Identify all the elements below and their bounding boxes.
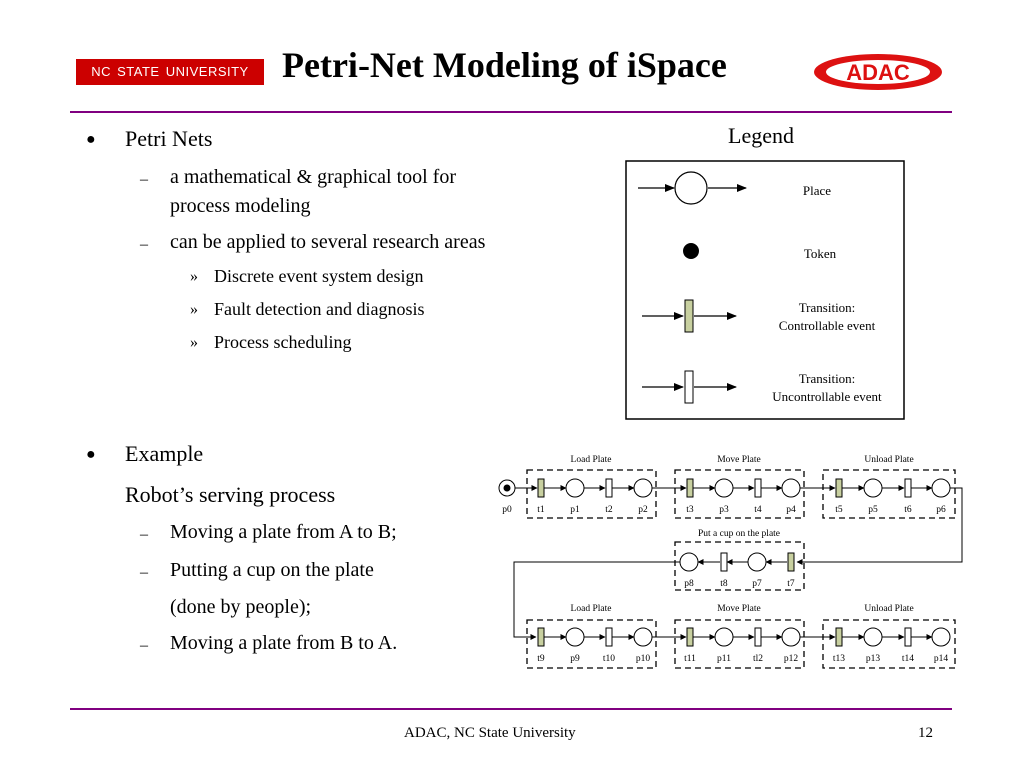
area-item: Fault detection and diagnosis [214,299,425,319]
legend-place-label: Place [802,183,832,198]
node-label: t14 [901,654,915,664]
node-label: t1 [537,505,545,515]
sub-bullet-definition-line1: a mathematical & graphical tool for [170,166,456,188]
node-label: p8 [684,579,694,589]
token-p0 [504,485,511,492]
node-label: t9 [537,654,545,664]
transition-t1 [538,479,544,497]
node-label: p5 [868,505,878,515]
transition-t3 [687,479,693,497]
node-label: t10 [602,654,616,664]
guillemet-marker: » [190,301,198,318]
group-label-unload-plate-2: Unload Plate [864,604,914,614]
place-p8 [680,553,698,571]
area-item: Process scheduling [214,332,352,352]
dash-marker: – [140,564,148,581]
legend-token-label: Token [803,246,837,261]
legend-title: Legend [728,123,794,148]
node-label: t7 [787,579,795,589]
group-label-move-plate-2: Move Plate [717,604,761,614]
slide-title: Petri-Net Modeling of iSpace [282,45,727,85]
node-label: t4 [754,505,762,515]
transition-t7 [788,553,794,571]
legend-uncontrollable-line1: Transition: [798,371,856,386]
node-label: t11 [684,654,696,664]
place-p1 [566,479,584,497]
group-label-load-plate-2: Load Plate [570,604,612,614]
transition-t10 [606,628,612,646]
group-label-unload-plate-1: Unload Plate [864,455,914,465]
node-label: p2 [638,505,648,515]
node-label: t13 [832,654,846,664]
place-p6 [932,479,950,497]
page-number: 12 [918,725,933,741]
place-p10 [634,628,652,646]
group-label-move-plate-1: Move Plate [717,455,761,465]
node-label: t8 [720,579,728,589]
node-label: p9 [570,654,580,664]
node-label: t3 [686,505,694,515]
area-item: Discrete event system design [214,266,424,286]
node-label: t2 [605,505,613,515]
node-label: tl2 [752,654,764,664]
node-label: p10 [635,654,651,664]
node-label: t5 [835,505,843,515]
legend-uncontrollable-line2: Uncontrollable event [772,389,882,404]
node-label: p6 [936,505,946,515]
bullet-dot: ● [86,446,96,463]
footer-divider [70,708,952,710]
adac-logo-text: ADAC [846,60,910,85]
step-move-a-to-b: Moving a plate from A to B; [170,521,397,543]
group-label-put-cup: Put a cup on the plate [697,529,781,539]
dash-marker: – [140,637,148,654]
step-put-cup-line1: Putting a cup on the plate [170,559,374,581]
place-p7 [748,553,766,571]
node-label: p4 [786,505,796,515]
place-p11 [715,628,733,646]
place-p9 [566,628,584,646]
nc-state-logo: NC STATE UNIVERSITY [76,59,264,85]
footer-text: ADAC, NC State University [404,725,576,741]
node-label: p11 [717,654,731,664]
dash-marker: – [140,171,148,188]
place-p4 [782,479,800,497]
sub-bullet-applications: can be applied to several research areas [170,231,486,253]
group-label-load-plate-1: Load Plate [570,455,612,465]
guillemet-marker: » [190,334,198,351]
sub-bullet-definition-line2: process modeling [170,195,311,217]
guillemet-marker: » [190,268,198,285]
transition-t8 [721,553,727,571]
node-label: p12 [783,654,799,664]
place-p3 [715,479,733,497]
place-p12 [782,628,800,646]
node-label: p7 [752,579,762,589]
node-label: p14 [933,654,949,664]
place-p5 [864,479,882,497]
place-p14 [932,628,950,646]
legend-controllable-line1: Transition: [798,300,856,315]
legend-controllable-line2: Controllable event [778,318,876,333]
transition-t5 [836,479,842,497]
transition-t9 [538,628,544,646]
transition-t4 [755,479,761,497]
node-label: t6 [904,505,912,515]
transition-t13 [836,628,842,646]
node-label: p13 [865,654,881,664]
bullet-example: Example [125,441,204,466]
transition-t6 [905,479,911,497]
transition-t12 [755,628,761,646]
example-subtitle: Robot’s serving process [125,482,336,507]
place-p2 [634,479,652,497]
step-put-cup-line2: (done by people); [170,596,312,618]
transition-t2 [606,479,612,497]
step-move-b-to-a: Moving a plate from B to A. [170,632,398,654]
dash-marker: – [140,236,148,253]
bullet-dot: ● [86,131,96,148]
node-label: p1 [570,505,580,515]
bullet-petri-nets: Petri Nets [125,126,213,151]
place-p13 [864,628,882,646]
transition-t11 [687,628,693,646]
node-label: p0 [502,505,512,515]
node-label: p3 [719,505,729,515]
transition-t14 [905,628,911,646]
dash-marker: – [140,526,148,543]
